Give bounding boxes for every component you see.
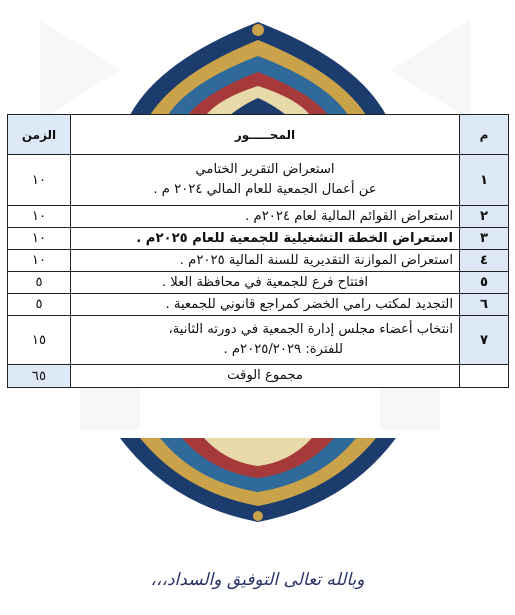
row-topic-line: عن أعمال الجمعية للعام المالي ٢٠٢٤ م . <box>153 182 377 197</box>
row-topic-line: للفترة: ٢٠٢٥/٢٠٢٩م . <box>223 342 343 357</box>
row-topic-line: انتخاب أعضاء مجلس إدارة الجمعية في دورته الثانية، <box>168 322 453 337</box>
table-row <box>8 228 509 250</box>
row-number: ٧ <box>460 316 509 365</box>
row-time: ١٠ <box>8 250 71 272</box>
table-row <box>8 250 509 272</box>
row-topic: استعراض الموازنة التقديرية للسنة المالية ٢٠٢٥م . <box>71 250 460 272</box>
row-topic: استعراض الخطة التشغيلية للجمعية للعام ٢٠٢٥م . <box>71 228 460 250</box>
table-header-row <box>8 115 509 155</box>
header-number: م <box>460 115 509 155</box>
agenda-table <box>7 114 509 388</box>
row-topic <box>71 155 460 206</box>
row-number: ٥ <box>460 272 509 294</box>
ornament-rosette-icon <box>130 22 386 115</box>
row-time: ٥ <box>8 272 71 294</box>
row-topic <box>71 316 460 365</box>
table-row <box>8 155 509 206</box>
total-row <box>8 365 509 388</box>
header-topic: المحـــــور <box>71 115 460 155</box>
table-row <box>8 206 509 228</box>
row-number: ٢ <box>460 206 509 228</box>
total-time: ٦٥ <box>8 365 71 388</box>
row-time: ١٥ <box>8 316 71 365</box>
row-time: ١٠ <box>8 228 71 250</box>
table-row <box>8 272 509 294</box>
row-time: ٥ <box>8 294 71 316</box>
row-topic-line: استعراض التقرير الختامي <box>195 162 335 177</box>
row-topic: التجديد لمكتب رامي الخضر كمراجع قانوني للجمعية . <box>71 294 460 316</box>
total-label: مجموع الوقت <box>71 365 460 388</box>
row-topic: افتتاح فرع للجمعية في محافظة العلا . <box>71 272 460 294</box>
closing-text: وبالله تعالى التوفيق والسداد،،، <box>150 570 365 590</box>
row-time: ١٠ <box>8 206 71 228</box>
total-spacer <box>460 365 509 388</box>
table-row <box>8 316 509 365</box>
header-time: الزمن <box>8 115 71 155</box>
row-topic: استعراض القوائم المالية لعام ٢٠٢٤م . <box>71 206 460 228</box>
row-time: ١٠ <box>8 155 71 206</box>
row-number: ٤ <box>460 250 509 272</box>
row-number: ٦ <box>460 294 509 316</box>
ornament-rosette-bottom-icon <box>120 438 396 522</box>
row-number: ١ <box>460 155 509 206</box>
row-number: ٣ <box>460 228 509 250</box>
table-row <box>8 294 509 316</box>
